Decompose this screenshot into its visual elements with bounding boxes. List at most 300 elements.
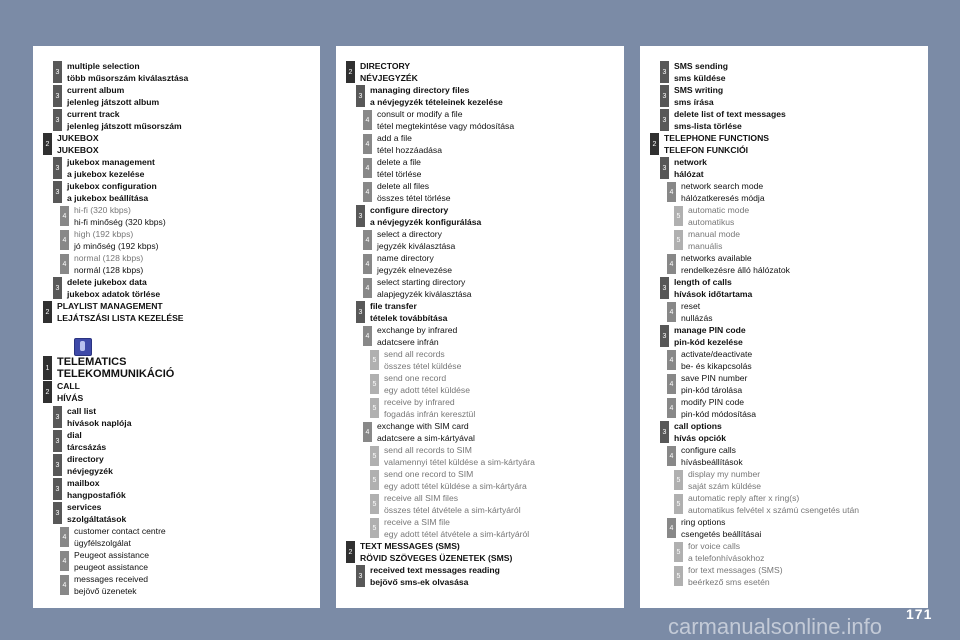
menu-item-text [67,180,157,204]
menu-item-hungarian: pin-kód módosítása [681,409,756,419]
menu-item-text [57,356,174,380]
menu-item [33,252,320,276]
menu-item-hungarian: bejövő sms-ek olvasása [370,577,469,587]
menu-item-english: automatic reply after x ring(s) [688,493,800,503]
menu-item-text [681,180,765,204]
menu-item-english: normal (128 kbps) [74,253,144,263]
level-badge: 3 [660,277,669,299]
level-badge: 4 [667,374,676,394]
menu-item-hungarian: NÉVJEGYZÉK [360,73,418,83]
menu-item-hungarian: beérkező sms esetén [688,577,770,587]
menu-item-hungarian: HÍVÁS [57,393,84,403]
menu-item [336,348,624,372]
level-badge: 2 [346,541,355,563]
menu-item-text [377,420,475,444]
menu-item-english: select starting directory [377,277,466,287]
menu-item-hungarian: hívások időtartama [674,289,753,299]
menu-item [336,516,624,540]
menu-item-hungarian: rendelkezésre álló hálózatok [681,265,790,275]
menu-item-hungarian: hálózat [674,169,704,179]
level-badge: 3 [660,157,669,179]
menu-item-hungarian: TELEKOMMUNIKÁCIÓ [57,368,175,380]
menu-item-hungarian: bejövő üzenetek [74,586,137,596]
menu-item-text [67,429,106,453]
menu-item-english: receive all SIM files [384,493,459,503]
menu-item-hungarian: LEJÁTSZÁSI LISTA KEZELÉSE [57,313,184,323]
menu-item-hungarian: pin-kód kezelése [674,337,743,347]
level-badge: 2 [650,133,659,155]
watermark: carmanualsonline.info [668,614,883,639]
menu-item-english: manual mode [688,229,741,239]
menu-item-english: customer contact centre [74,526,166,536]
level-badge: 4 [60,230,69,250]
menu-item-text [674,108,786,132]
level-badge: 2 [43,381,52,403]
level-badge: 4 [363,158,372,178]
menu-item-hungarian: a telefonhívásokhoz [688,553,765,563]
menu-item-english: hi-fi (320 kbps) [74,205,131,215]
menu-item [336,228,624,252]
menu-item-hungarian: normál (128 kbps) [74,265,144,275]
menu-item [640,492,928,516]
menu-item-text [674,276,752,300]
menu-item-english: jukebox configuration [67,181,157,191]
menu-column-2 [336,46,624,608]
menu-item-text [370,300,447,324]
menu-item-english: Peugeot assistance [74,550,150,560]
menu-item-text [370,564,500,588]
menu-item-english: exchange with SIM card [377,421,469,431]
level-badge: 3 [660,421,669,443]
menu-item [640,252,928,276]
level-badge: 3 [53,478,62,500]
menu-item-hungarian: adatcsere a sim-kártyával [377,433,475,443]
menu-item-text [74,204,166,228]
level-badge: 3 [53,430,62,452]
level-badge: 4 [60,551,69,571]
level-badge: 4 [667,254,676,274]
level-badge: 3 [53,406,62,428]
menu-item-hungarian: be- és kikapcsolás [681,361,752,371]
level-badge: 3 [53,181,62,203]
menu-item [336,180,624,204]
menu-item-english: managing directory files [370,85,470,95]
menu-item-text [688,468,761,492]
level-badge: 3 [660,85,669,107]
menu-item-english: consult or modify a file [377,109,463,119]
menu-item-hungarian: fogadás infrán keresztül [384,409,476,419]
menu-item-english: receive by infrared [384,397,455,407]
menu-item-english: CALL [57,381,80,391]
menu-item [640,108,928,132]
menu-item-hungarian: egy adott tétel átvétele a sim-kártyáról [384,529,530,539]
menu-item-hungarian: nullázás [681,313,713,323]
telephone-icon [74,338,92,356]
menu-item-text [74,252,143,276]
menu-item-hungarian: peugeot assistance [74,562,149,572]
level-badge: 5 [370,398,379,418]
menu-item-english: for text messages (SMS) [688,565,783,575]
menu-item-english: configure calls [681,445,736,455]
level-badge: 5 [674,206,683,226]
menu-item-text [360,60,418,84]
menu-item [33,180,320,204]
menu-item [640,324,928,348]
menu-item-english: current track [67,109,120,119]
menu-item-english: mailbox [67,478,100,488]
menu-item [33,204,320,228]
menu-column-1 [33,46,320,608]
menu-item-text [377,156,421,180]
menu-item-hungarian: összes tétel törlése [377,193,451,203]
menu-item-english: send all records [384,349,445,359]
menu-column-3 [640,46,928,608]
menu-item-text [681,348,752,372]
menu-item-english: networks available [681,253,752,263]
menu-item-hungarian: a névjegyzék tételeinek kezelése [370,97,503,107]
menu-item-text [384,348,461,372]
menu-item-hungarian: összes tétel küldése [384,361,462,371]
menu-item-english: current album [67,85,125,95]
menu-item-english: multiple selection [67,61,140,71]
menu-item [33,525,320,549]
menu-item-english: for voice calls [688,541,741,551]
menu-item-hungarian: JUKEBOX [57,145,99,155]
menu-item-hungarian: tételek továbbítása [370,313,448,323]
menu-item [336,300,624,324]
menu-item [640,300,928,324]
menu-item-english: PLAYLIST MANAGEMENT [57,301,163,311]
menu-item [33,549,320,573]
menu-item-english: directory [67,454,104,464]
level-badge: 5 [370,494,379,514]
level-badge: 3 [356,301,365,323]
menu-item-english: delete all files [377,181,430,191]
menu-item [640,420,928,444]
menu-item-english: length of calls [674,277,732,287]
menu-item-english: configure directory [370,205,449,215]
menu-item-hungarian: hívások naplója [67,418,132,428]
level-badge: 3 [356,205,365,227]
menu-item-hungarian: jelenleg játszott műsorszám [67,121,182,131]
menu-item-text [74,573,148,597]
menu-item-hungarian: a jukebox beállítása [67,193,149,203]
menu-item [336,444,624,468]
menu-item [33,453,320,477]
menu-item [336,156,624,180]
menu-item-hungarian: jelenleg játszott album [67,97,160,107]
menu-item-english: automatic mode [688,205,750,215]
menu-item-hungarian: jegyzék kiválasztása [377,241,456,251]
menu-item [33,573,320,597]
menu-item-hungarian: szolgáltatások [67,514,127,524]
level-badge: 4 [667,518,676,538]
level-badge: 5 [674,230,683,250]
menu-item [33,429,320,453]
menu-item-english: DIRECTORY [360,61,411,71]
level-badge: 4 [363,326,372,346]
menu-item-text [377,180,451,204]
menu-item-english: SMS writing [674,85,724,95]
menu-item-english: delete jukebox data [67,277,147,287]
menu-item-english: network search mode [681,181,764,191]
menu-item-hungarian: automatikus [688,217,735,227]
menu-item [336,540,624,564]
level-badge: 3 [660,325,669,347]
menu-item-text [674,420,726,444]
menu-item-english: TELEMATICS [57,356,127,368]
menu-item [336,204,624,228]
level-badge: 3 [660,61,669,83]
level-badge: 3 [660,109,669,131]
menu-item [640,84,928,108]
menu-item-english: save PIN number [681,373,748,383]
menu-item-hungarian: pin-kód tárolása [681,385,743,395]
menu-item-hungarian: jukebox adatok törlése [67,289,161,299]
menu-item [33,276,320,300]
menu-item-english: name directory [377,253,434,263]
level-badge: 5 [674,566,683,586]
menu-item [336,420,624,444]
menu-item-text [674,156,707,180]
menu-item [336,372,624,396]
level-badge: 3 [356,565,365,587]
level-badge: 5 [370,518,379,538]
menu-item [640,372,928,396]
level-badge: 3 [53,61,62,83]
menu-item-hungarian: saját szám küldése [688,481,762,491]
menu-item-text [384,396,475,420]
menu-item [336,108,624,132]
menu-item-english: reset [681,301,701,311]
menu-item-english: messages received [74,574,149,584]
menu-item [336,396,624,420]
menu-item-text [57,300,184,324]
level-badge: 4 [60,254,69,274]
menu-item-english: TELEPHONE FUNCTIONS [664,133,770,143]
menu-item-text [681,516,761,540]
menu-item [336,324,624,348]
menu-item-hungarian: egy adott tétel küldése [384,385,470,395]
menu-item-text [370,84,503,108]
menu-item-hungarian: hívás opciók [674,433,727,443]
level-badge: 4 [363,254,372,274]
level-badge: 4 [667,182,676,202]
menu-item [33,380,320,404]
menu-item-text [67,108,182,132]
menu-item-text [67,276,160,300]
level-badge: 3 [53,109,62,131]
menu-item [336,252,624,276]
menu-item [336,564,624,588]
level-badge: 3 [356,85,365,107]
menu-item [640,348,928,372]
menu-item-english: jukebox management [67,157,155,167]
menu-item-text [681,372,747,396]
menu-item-text [74,228,159,252]
menu-item-english: network [674,157,707,167]
menu-item [640,396,928,420]
level-badge: 4 [363,422,372,442]
menu-item-hungarian: TELEFON FUNKCIÓI [664,145,749,155]
menu-item-hungarian: hívásbeállítások [681,457,743,467]
menu-item-english: exchange by infrared [377,325,458,335]
menu-item-hungarian: adatcsere infrán [377,337,439,347]
menu-item [336,60,624,84]
level-badge: 4 [60,527,69,547]
menu-item-hungarian: tétel megtekintése vagy módosítása [377,121,515,131]
menu-item [33,300,320,324]
menu-item [640,276,928,300]
menu-item-english: add a file [377,133,412,143]
level-badge: 4 [363,182,372,202]
menu-item-hungarian: csengetés beállításai [681,529,762,539]
menu-item-text [74,549,149,573]
menu-item-text [67,477,126,501]
menu-item-hungarian: sms-lista törlése [674,121,742,131]
menu-item-text [681,444,743,468]
level-badge: 3 [53,502,62,524]
menu-item-hungarian: sms küldése [674,73,726,83]
menu-item-text [688,204,749,228]
menu-item [640,444,928,468]
level-badge: 2 [43,301,52,323]
menu-item-hungarian: hangpostafiók [67,490,126,500]
menu-item-hungarian: összes tétel átvétele a sim-kártyáról [384,505,521,515]
menu-item-text [67,60,188,84]
menu-item-text [67,501,126,525]
menu-item-text [67,156,155,180]
menu-item-hungarian: sms írása [674,97,714,107]
menu-item-english: call list [67,406,97,416]
menu-item-english: file transfer [370,301,417,311]
menu-item-hungarian: hi-fi minőség (320 kbps) [74,217,166,227]
menu-item-text [681,396,756,420]
level-badge: 3 [53,157,62,179]
menu-item-english: modify PIN code [681,397,745,407]
level-badge: 4 [667,446,676,466]
menu-item-hungarian: alapjegyzék kiválasztása [377,289,472,299]
menu-item-text [57,380,83,404]
menu-item-text [377,132,442,156]
menu-item-text [377,108,514,132]
menu-item-hungarian: jó minőség (192 kbps) [74,241,159,251]
menu-item-hungarian: tétel hozzáadása [377,145,442,155]
level-badge: 5 [370,470,379,490]
menu-item-hungarian: a jukebox kezelése [67,169,145,179]
menu-item-english: delete a file [377,157,421,167]
level-badge: 2 [346,61,355,83]
level-badge: 5 [674,542,683,562]
menu-item-english: high (192 kbps) [74,229,134,239]
menu-item-text [688,228,740,252]
menu-item-hungarian: tárcsázás [67,442,107,452]
menu-item [336,492,624,516]
level-badge: 4 [363,134,372,154]
level-badge: 3 [53,85,62,107]
menu-item-text [688,540,764,564]
menu-item-text [67,405,131,429]
menu-item-text [67,84,159,108]
menu-item [640,468,928,492]
menu-item [336,276,624,300]
menu-item-hungarian: tétel törlése [377,169,422,179]
menu-item-text [377,228,455,252]
menu-item-hungarian: jegyzék elnevezése [377,265,453,275]
level-badge: 4 [363,110,372,130]
menu-item [336,468,624,492]
menu-item-text [674,60,728,84]
menu-item-hungarian: a névjegyzék konfigurálása [370,217,482,227]
level-badge: 5 [370,374,379,394]
level-badge: 4 [667,350,676,370]
level-badge: 4 [60,575,69,595]
menu-item-text [674,84,723,108]
menu-item-text [384,468,527,492]
menu-item [33,356,320,380]
menu-item [33,228,320,252]
menu-item [640,132,928,156]
menu-item-hungarian: több műsorszám kiválasztása [67,73,189,83]
menu-item [640,540,928,564]
menu-item-english: call options [674,421,722,431]
menu-item [640,180,928,204]
menu-item-hungarian: manuális [688,241,723,251]
menu-item-english: dial [67,430,82,440]
menu-item-english: JUKEBOX [57,133,99,143]
level-badge: 4 [363,278,372,298]
level-badge: 4 [60,206,69,226]
menu-item-text [681,252,790,276]
menu-item-hungarian: hálózatkeresés módja [681,193,765,203]
menu-item [336,132,624,156]
menu-item-hungarian: valamennyi tétel küldése a sim-kártyára [384,457,535,467]
menu-item-text [67,453,113,477]
level-badge: 5 [370,350,379,370]
menu-item-english: ring options [681,517,726,527]
menu-item [33,108,320,132]
page-number: 171 [906,606,933,622]
level-badge: 3 [53,454,62,476]
menu-item-text [377,252,452,276]
level-badge: 4 [667,398,676,418]
menu-item-hungarian: ügyfélszolgálat [74,538,131,548]
menu-item [33,405,320,429]
menu-item-text [688,564,783,588]
menu-item-text [377,276,472,300]
level-badge: 3 [53,277,62,299]
menu-item [640,564,928,588]
menu-item-english: services [67,502,102,512]
menu-item-text [674,324,746,348]
menu-item-english: receive a SIM file [384,517,450,527]
menu-item-english: SMS sending [674,61,728,71]
menu-item-hungarian: névjegyzék [67,466,113,476]
level-badge: 5 [674,494,683,514]
menu-item-text [681,300,713,324]
menu-item [336,84,624,108]
level-badge: 5 [370,446,379,466]
menu-item [33,156,320,180]
menu-item-text [384,372,470,396]
menu-item [33,60,320,84]
menu-item-english: delete list of text messages [674,109,786,119]
menu-item-text [57,132,99,156]
menu-item-english: send all records to SIM [384,445,472,455]
menu-item-hungarian: RÖVID SZÖVEGES ÜZENETEK (SMS) [360,553,513,563]
menu-item [33,501,320,525]
menu-item-text [688,492,859,516]
